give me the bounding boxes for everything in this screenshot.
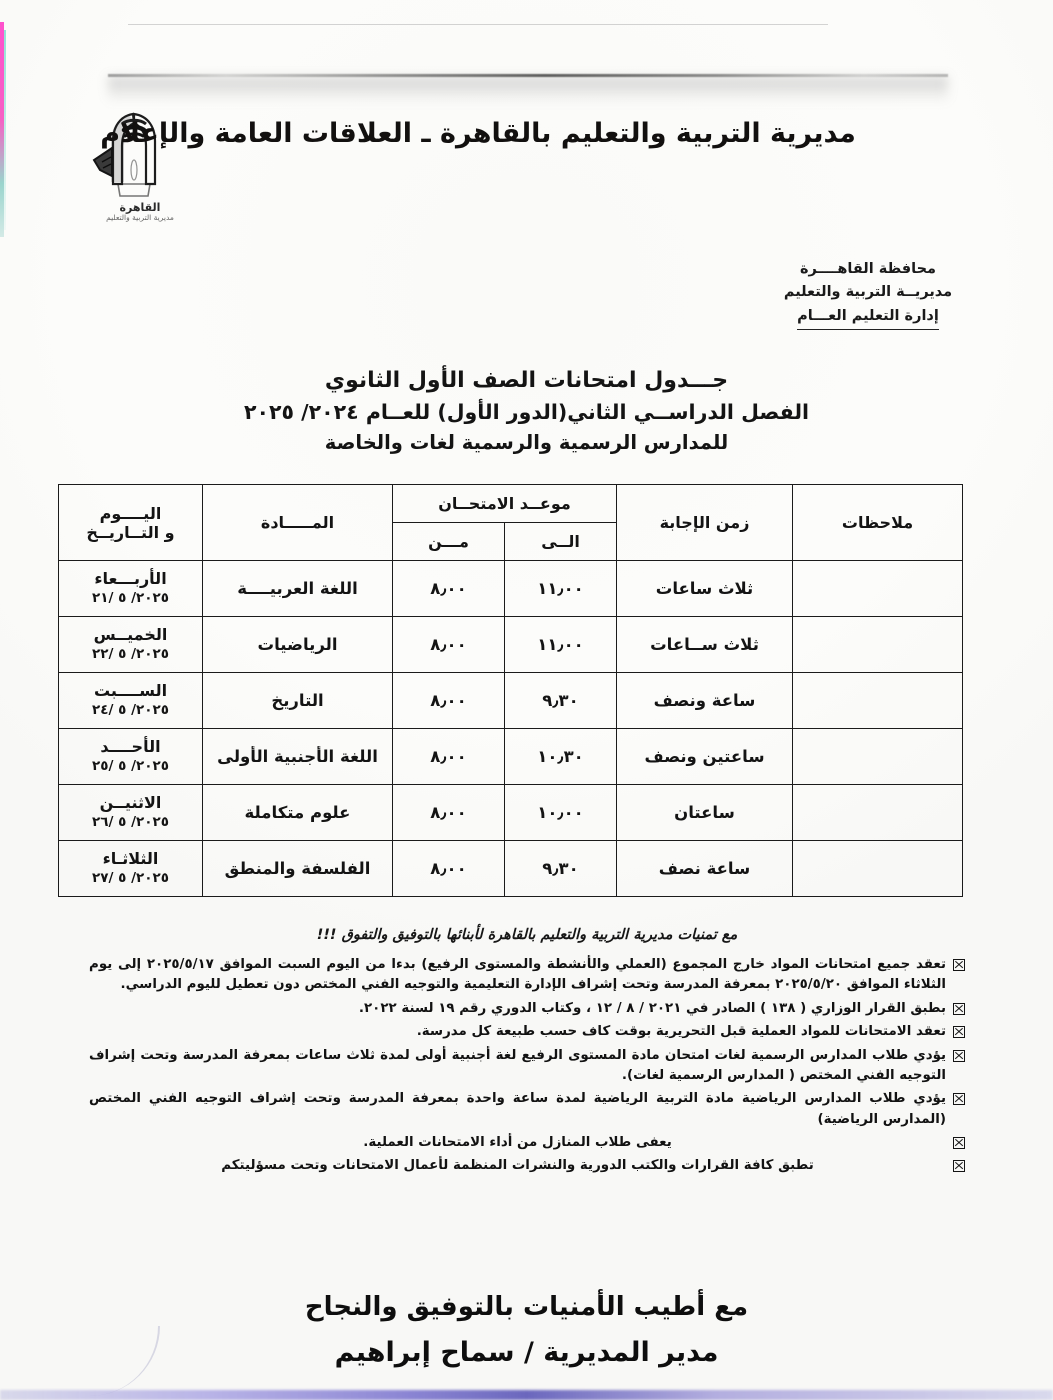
note-text: تعقد الامتحانات للمواد العملية قبل التحريرية بوقت كاف حسب طبيعة كل مدرسة. [416, 1024, 946, 1040]
address-line-governorate: محافظة القاهــــرة [799, 261, 937, 277]
checkbox-cross-icon [953, 1026, 965, 1038]
cell-time-to: ١١٫٠٠ [505, 617, 617, 673]
scan-bottom-color-artifact [0, 1390, 1053, 1400]
note-text: تعقد جميع امتحانات المواد خارج المجموع (العملي والأنشطة والمستوى الرفيع) بدءا من اليوم السبت الموافق ٢٠٢٥/٥/١٧ إلى يوم الثلاثاء الموافق ٢٠٢٥/٥/٢٠ بمعرفة المدرسة وتحت إشراف الإدارة التعليمية والتوجيه الفني المختص دون تعطيل لليوم الدراسي. [89, 957, 947, 993]
column-header-subject: المـــــادة [203, 485, 393, 561]
column-header-date: و التــاريــخ [86, 522, 175, 542]
column-header-notes: ملاحظات [793, 485, 963, 561]
list-item [89, 1156, 965, 1176]
list-item [89, 999, 965, 1019]
cell-notes [793, 673, 963, 729]
table-row [59, 561, 963, 617]
cell-subject: التاريخ [203, 673, 393, 729]
masthead [0, 104, 1053, 244]
page-title-line-2: الفصل الدراســي الثاني(الدور الأول) للعــام ٢٠٢٤/ ٢٠٢٥ [243, 399, 810, 424]
cell-answer-duration: ثلاث ساعات [617, 561, 793, 617]
cell-notes [793, 841, 963, 897]
notes-list [89, 955, 965, 1180]
table-header [59, 485, 963, 561]
table-row [59, 673, 963, 729]
cell-date: ٢٠٢٥/ ٥ /٢٤ [92, 702, 169, 719]
cell-time-to: ٩٫٣٠ [505, 841, 617, 897]
exam-schedule-table [58, 484, 963, 897]
cell-day-name: الســــبت [93, 681, 168, 701]
cell-subject: اللغة الأجنبية الأولى [203, 729, 393, 785]
cell-day-date [59, 841, 203, 897]
cell-time-to: ١٠٫٣٠ [505, 729, 617, 785]
cell-time-from: ٨٫٠٠ [393, 729, 505, 785]
checkbox-cross-icon [953, 1050, 965, 1062]
cell-subject: علوم متكاملة [203, 785, 393, 841]
emblem-caption-sub: مديرية التربية والتعليم [106, 212, 174, 222]
cell-time-from: ٨٫٠٠ [393, 785, 505, 841]
address-line-directorate: مديريــة التربية والتعليم [783, 284, 953, 301]
cell-date: ٢٠٢٥/ ٥ /٢٥ [92, 758, 169, 775]
checkbox-cross-icon [953, 959, 965, 971]
signature-name: مدير المديرية / سماح إبراهيم [334, 1337, 719, 1368]
note-text: بطبق القرار الوزاري ( ١٣٨ ) الصادر في ٢٠٢١ / ٨ / ١٢ ، وكتاب الدوري رقم ١٩ لسنة ٢٠٢٢. [358, 1000, 946, 1016]
cell-day-name: الأحــــد [100, 737, 161, 757]
cell-day-date [59, 561, 203, 617]
column-header-time-from: مـــن [393, 523, 505, 561]
cell-day-name: الاثنيــن [99, 793, 162, 813]
list-item [89, 1089, 965, 1130]
cell-time-to: ١٠٫٠٠ [505, 785, 617, 841]
signature-wish: مع أطيب الأمنيات بالتوفيق والنجاح [304, 1292, 749, 1322]
table-header-row-1 [59, 485, 963, 523]
cell-time-from: ٨٫٠٠ [393, 673, 505, 729]
cell-subject: الرياضيات [203, 617, 393, 673]
list-item [89, 1046, 965, 1087]
note-text: يعفى طلاب المنازل من أداء الامتحانات العملية. [363, 1135, 672, 1150]
address-block [768, 258, 968, 330]
cell-day-date [59, 617, 203, 673]
page-title-line-1: جـــدول امتحانات الصف الأول الثانوي [324, 368, 729, 393]
cell-day-date [59, 729, 203, 785]
cell-notes [793, 561, 963, 617]
cell-answer-duration: ساعتين ونصف [617, 729, 793, 785]
masthead-title: مديرية التربية والتعليم بالقاهرة ـ العلاقات العامة والإعلام [100, 118, 856, 149]
cell-date: ٢٠٢٥/ ٥ /٢٢ [92, 646, 169, 663]
column-header-answer-duration: زمن الإجابة [617, 485, 793, 561]
checkbox-cross-icon [953, 1160, 965, 1172]
column-header-day: اليــــوم [99, 503, 162, 523]
cell-day-name: الأربـــعاء [94, 569, 167, 589]
column-header-exam-time-group: موعــد الامتحــان [393, 485, 617, 523]
cell-notes [793, 729, 963, 785]
cell-subject: الفلسفة والمنطق [203, 841, 393, 897]
cell-time-to: ٩٫٣٠ [505, 673, 617, 729]
column-header-time-to: الــى [505, 523, 617, 561]
list-item [89, 1133, 965, 1153]
cell-subject: اللغة العربيــــة [203, 561, 393, 617]
cell-date: ٢٠٢٥/ ٥ /٢١ [92, 590, 169, 607]
checkbox-cross-icon [953, 1003, 965, 1015]
page-title-line-3: للمدارس الرسمية والرسمية لغات والخاصة [324, 430, 729, 454]
address-line-department: إدارة التعليم العـــام [797, 305, 939, 330]
list-item [89, 1022, 965, 1042]
cell-day-date [59, 673, 203, 729]
checkbox-cross-icon [953, 1137, 965, 1149]
table-row [59, 729, 963, 785]
cell-time-to: ١١٫٠٠ [505, 561, 617, 617]
cell-time-from: ٨٫٠٠ [393, 841, 505, 897]
note-text: يؤدي طلاب المدارس الرسمية لغات امتحان مادة المستوى الرفيع لغة أجنبية أولى لمدة ثلاث ساعات بمعرفة المدرسة وتحت إشراف التوجيه الفني المختص ( المدارس الرسمية لغات). [89, 1047, 946, 1083]
cell-time-from: ٨٫٠٠ [393, 617, 505, 673]
cell-notes [793, 617, 963, 673]
cell-notes [793, 785, 963, 841]
cell-answer-duration: ساعة ونصف [617, 673, 793, 729]
cell-answer-duration: ثلاث ســاعات [617, 617, 793, 673]
note-text: تطبق كافة القرارات والكتب الدورية والنشرات المنظمة لأعمال الامتحانات وتحت مسؤليتكم [221, 1158, 814, 1174]
cell-day-name: الثلاثـاء [102, 849, 159, 869]
page-title [0, 365, 1053, 457]
cell-time-from: ٨٫٠٠ [393, 561, 505, 617]
checkbox-cross-icon [953, 1093, 965, 1105]
note-text: يؤدي طلاب المدارس الرياضية مادة التربية الرياضية لمدة ساعة واحدة بمعرفة المدرسة وتحت إشراف التوجيه الفني المختص (المدارس الرياضية) [89, 1091, 946, 1127]
table-row [59, 785, 963, 841]
cell-answer-duration: ساعتان [617, 785, 793, 841]
cell-answer-duration: ساعة نصف [617, 841, 793, 897]
list-item [89, 955, 965, 996]
table-row [59, 841, 963, 897]
cell-date: ٢٠٢٥/ ٥ /٢٧ [92, 870, 169, 887]
table-row [59, 617, 963, 673]
exam-schedule-table-wrapper [86, 484, 963, 897]
emblem-caption [85, 202, 195, 221]
table-body [59, 561, 963, 897]
emblem-caption-main: القاهرة [119, 201, 161, 214]
cell-date: ٢٠٢٥/ ٥ /٢٦ [92, 814, 169, 831]
cell-day-date [59, 785, 203, 841]
column-header-day-date [59, 485, 203, 561]
cell-day-name: الخميــس [93, 625, 168, 645]
directorate-wish-line: مع تمنيات مديرية التربية والتعليم بالقاهرة لأبنائها بالتوفيق والتفوق !!! [316, 927, 738, 943]
